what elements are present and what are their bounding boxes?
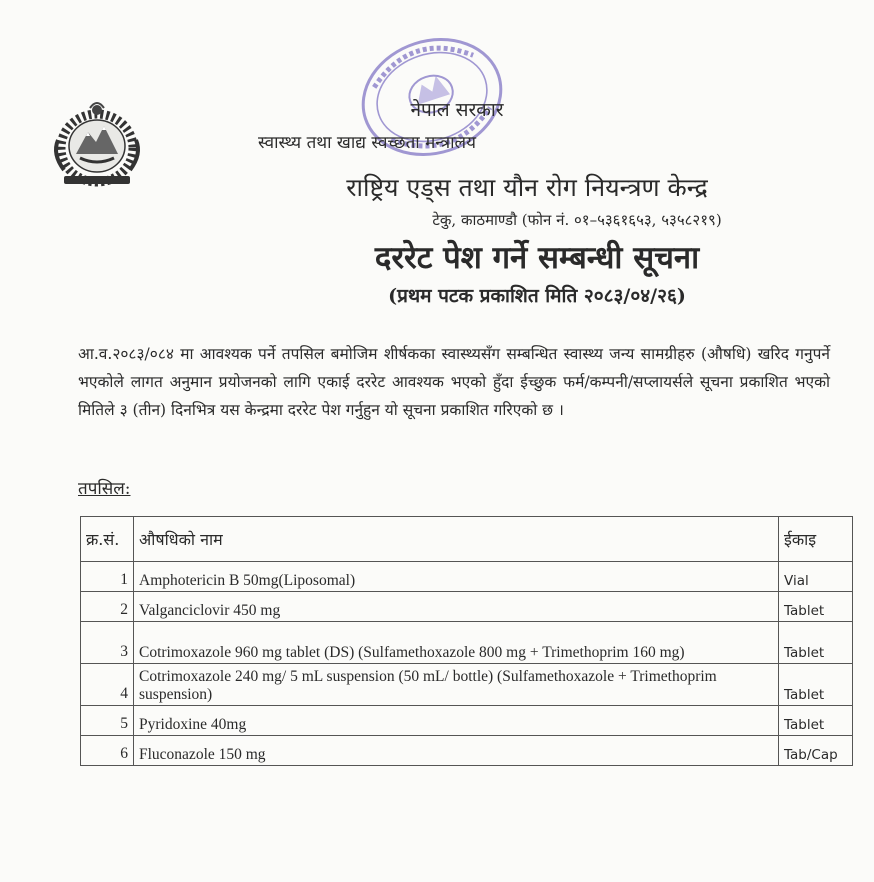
row-sn: 4 [81,664,134,706]
row-sn: 1 [81,562,134,592]
row-name: Valganciclovir 450 mg [134,592,779,622]
details-heading: तपसिल: [78,479,131,499]
row-sn: 2 [81,592,134,622]
row-unit: Vial [779,562,853,592]
table-header-row [81,517,853,562]
row-unit: Tab/Cap [779,736,853,766]
table-row [81,664,853,706]
center-name: राष्ट्रिय एड्स तथा यौन रोग नियन्त्रण केन्द्र [346,173,708,202]
table-row [81,562,853,592]
row-name: Cotrimoxazole 960 mg tablet (DS) (Sulfamethoxazole 800 mg + Trimethoprim 160 mg) [134,622,779,664]
notice-body: आ.व.२०८३/०८४ मा आवश्यक पर्ने तपसिल बमोजिम शीर्षकका स्वास्थ्यसँग सम्बन्धित स्वास्थ्य जन्य सामग्रीहरु (औषधि) खरिद गनुपर्ने भएकोले लागत अनुमान प्रयोजनको लागि एकाई दररेट आवश्यक भएको हुँदा ईच्छुक फर्म/कम्पनी/सप्लायर्सले सूचना प्रकाशित भएको मितिले ३ (तीन) दिनभित्र यस केन्द्रमा दररेट पेश गर्नुहुन यो सूचना प्रकाशित गरिएको छ । [78,345,830,419]
medicine-table [80,516,853,766]
row-name: Fluconazole 150 mg [134,736,779,766]
published-date: (प्रथम पटक प्रकाशित मिति २०८३/०४/२६) [388,285,686,307]
header-sn: क्र.सं. [81,517,134,562]
table-row [81,736,853,766]
table-row [81,706,853,736]
row-sn: 3 [81,622,134,664]
table-row [81,622,853,664]
ministry-name: स्वास्थ्य तथा खाद्य स्वच्छता मन्त्रालय [258,133,476,153]
government-name: नेपाल सरकार [410,99,504,121]
notice-title: दररेट पेश गर्ने सम्बन्धी सूचना [374,240,700,276]
center-address: टेकु, काठमाण्डौ (फोन नं. ०१–५३६१६५३, ५३५८२१९) [432,211,722,229]
row-name: Pyridoxine 40mg [134,706,779,736]
row-unit: Tablet [779,706,853,736]
row-name: Cotrimoxazole 240 mg/ 5 mL suspension (50 mL/ bottle) (Sulfamethoxazole + Trimethoprim suspension) [134,664,779,706]
row-unit: Tablet [779,592,853,622]
row-unit: Tablet [779,622,853,664]
header-unit: ईकाइ [779,517,853,562]
row-sn: 5 [81,706,134,736]
header-name: औषधिको नाम [134,517,779,562]
row-name: Amphotericin B 50mg(Liposomal) [134,562,779,592]
table-row [81,592,853,622]
row-unit: Tablet [779,664,853,706]
row-sn: 6 [81,736,134,766]
